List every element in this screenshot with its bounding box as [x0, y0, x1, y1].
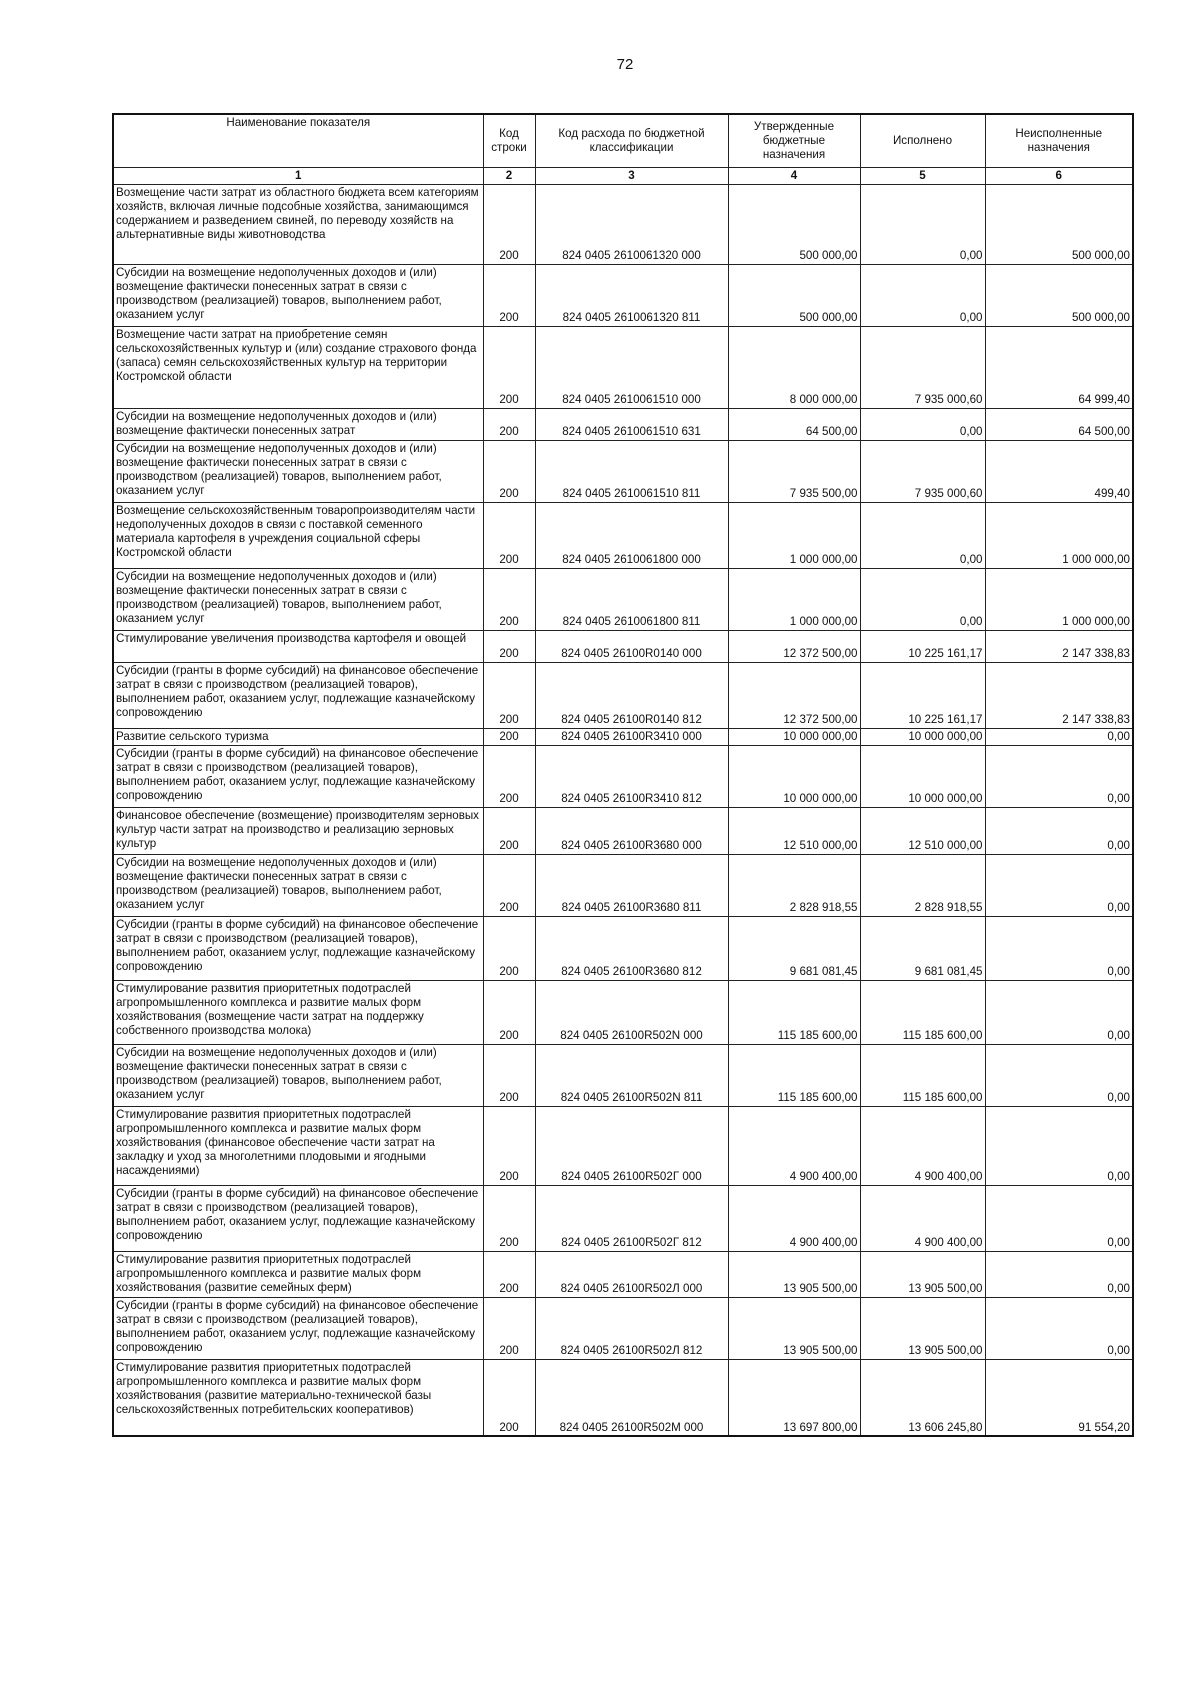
row-executed-amount: 0,00 [860, 569, 985, 631]
row-indicator-name: Стимулирование развития приоритетных подотраслей агропромышленного комплекса и развитие малых форм хозяйствования (развитие семейных ферм) [113, 1251, 483, 1297]
row-indicator-name: Возмещение части затрат на приобретение семян сельскохозяйственных культур и (или) создание страхового фонда (запаса) семян сельскохозяйственных культур на территории Костромской области [113, 327, 483, 409]
row-executed-amount: 13 606 245,80 [860, 1359, 985, 1436]
table-row [113, 569, 1133, 631]
row-unexecuted-amount: 0,00 [985, 1185, 1133, 1251]
row-executed-amount: 13 905 500,00 [860, 1251, 985, 1297]
row-unexecuted-amount: 0,00 [985, 980, 1133, 1044]
row-approved-amount: 1 000 000,00 [728, 569, 860, 631]
row-expense-code: 824 0405 2610061510 631 [535, 409, 728, 441]
row-executed-amount: 9 681 081,45 [860, 916, 985, 980]
row-expense-code: 824 0405 26100R502Г 812 [535, 1185, 728, 1251]
column-number: 3 [535, 168, 728, 185]
table-row [113, 185, 1133, 265]
column-number: 1 [113, 168, 483, 185]
row-expense-code: 824 0405 2610061800 000 [535, 503, 728, 569]
row-indicator-name: Субсидии (гранты в форме субсидий) на финансовое обеспечение затрат в связи с производством (реализацией товаров), выполнением работ, оказанием услуг, подлежащие казначейскому сопровождению [113, 916, 483, 980]
row-approved-amount: 12 510 000,00 [728, 807, 860, 854]
column-number: 6 [985, 168, 1133, 185]
row-line-code: 200 [483, 745, 535, 807]
row-approved-amount: 64 500,00 [728, 409, 860, 441]
row-expense-code: 824 0405 26100R502Л 812 [535, 1297, 728, 1359]
row-indicator-name: Возмещение сельскохозяйственным товаропроизводителям части недополученных доходов в связи с поставкой семенного материала картофеля в учреждения социальной сферы Костромской области [113, 503, 483, 569]
row-unexecuted-amount: 64 999,40 [985, 327, 1133, 409]
row-approved-amount: 12 372 500,00 [728, 663, 860, 729]
row-indicator-name: Субсидии на возмещение недополученных доходов и (или) возмещение фактически понесенных затрат в связи с производством (реализацией) товаров, выполнением работ, оказанием услуг [113, 854, 483, 916]
row-line-code: 200 [483, 854, 535, 916]
row-executed-amount: 7 935 000,60 [860, 441, 985, 503]
row-expense-code: 824 0405 26100R0140 000 [535, 631, 728, 663]
row-unexecuted-amount: 499,40 [985, 441, 1133, 503]
row-line-code: 200 [483, 916, 535, 980]
row-line-code: 200 [483, 1185, 535, 1251]
row-expense-code: 824 0405 2610061320 811 [535, 265, 728, 327]
row-indicator-name: Субсидии (гранты в форме субсидий) на финансовое обеспечение затрат в связи с производством (реализацией товаров), выполнением работ, оказанием услуг, подлежащие казначейскому сопровождению [113, 1185, 483, 1251]
row-line-code: 200 [483, 1297, 535, 1359]
table-row [113, 409, 1133, 441]
row-unexecuted-amount: 0,00 [985, 745, 1133, 807]
row-expense-code: 824 0405 26100R3410 812 [535, 745, 728, 807]
row-approved-amount: 13 905 500,00 [728, 1251, 860, 1297]
row-executed-amount: 0,00 [860, 409, 985, 441]
row-approved-amount: 1 000 000,00 [728, 503, 860, 569]
row-unexecuted-amount: 0,00 [985, 916, 1133, 980]
row-executed-amount: 12 510 000,00 [860, 807, 985, 854]
row-expense-code: 824 0405 2610061320 000 [535, 185, 728, 265]
row-approved-amount: 4 900 400,00 [728, 1106, 860, 1185]
row-unexecuted-amount: 64 500,00 [985, 409, 1133, 441]
row-unexecuted-amount: 0,00 [985, 1297, 1133, 1359]
row-indicator-name: Субсидии на возмещение недополученных доходов и (или) возмещение фактически понесенных затрат [113, 409, 483, 441]
row-approved-amount: 115 185 600,00 [728, 1044, 860, 1106]
row-approved-amount: 115 185 600,00 [728, 980, 860, 1044]
row-expense-code: 824 0405 26100R502Л 000 [535, 1251, 728, 1297]
row-indicator-name: Субсидии (гранты в форме субсидий) на финансовое обеспечение затрат в связи с производством (реализацией товаров), выполнением работ, оказанием услуг, подлежащие казначейскому сопровождению [113, 1297, 483, 1359]
row-indicator-name: Субсидии (гранты в форме субсидий) на финансовое обеспечение затрат в связи с производством (реализацией товаров), выполнением работ, оказанием услуг, подлежащие казначейскому сопровождению [113, 745, 483, 807]
table-row [113, 807, 1133, 854]
row-expense-code: 824 0405 26100R502N 000 [535, 980, 728, 1044]
row-expense-code: 824 0405 26100R502Г 000 [535, 1106, 728, 1185]
row-executed-amount: 0,00 [860, 265, 985, 327]
row-expense-code: 824 0405 26100R3680 812 [535, 916, 728, 980]
row-line-code: 200 [483, 1106, 535, 1185]
row-line-code: 200 [483, 631, 535, 663]
row-executed-amount: 13 905 500,00 [860, 1297, 985, 1359]
row-line-code: 200 [483, 663, 535, 729]
row-executed-amount: 115 185 600,00 [860, 980, 985, 1044]
row-executed-amount: 4 900 400,00 [860, 1106, 985, 1185]
header-approved: Утвержденные бюджетные назначения [728, 114, 860, 168]
row-approved-amount: 500 000,00 [728, 265, 860, 327]
row-executed-amount: 0,00 [860, 185, 985, 265]
row-line-code: 200 [483, 265, 535, 327]
table-row [113, 503, 1133, 569]
row-expense-code: 824 0405 2610061510 811 [535, 441, 728, 503]
table-row [113, 1106, 1133, 1185]
row-line-code: 200 [483, 1359, 535, 1436]
table-row [113, 1251, 1133, 1297]
row-unexecuted-amount: 0,00 [985, 729, 1133, 746]
header-unexecuted: Неисполненные назначения [985, 114, 1133, 168]
row-unexecuted-amount: 91 554,20 [985, 1359, 1133, 1436]
row-line-code: 200 [483, 327, 535, 409]
row-line-code: 200 [483, 1251, 535, 1297]
row-approved-amount: 10 000 000,00 [728, 729, 860, 746]
row-approved-amount: 13 905 500,00 [728, 1297, 860, 1359]
row-executed-amount: 2 828 918,55 [860, 854, 985, 916]
column-number: 2 [483, 168, 535, 185]
row-line-code: 200 [483, 729, 535, 746]
row-indicator-name: Возмещение части затрат из областного бюджета всем категориям хозяйств, включая личные подсобные хозяйства, занимающимся содержанием и разведением свиней, по переводу хозяйств на альтернативные виды животноводства [113, 185, 483, 265]
row-executed-amount: 4 900 400,00 [860, 1185, 985, 1251]
row-unexecuted-amount: 1 000 000,00 [985, 503, 1133, 569]
table-row [113, 854, 1133, 916]
row-indicator-name: Субсидии на возмещение недополученных доходов и (или) возмещение фактически понесенных затрат в связи с производством (реализацией) товаров, выполнением работ, оказанием услуг [113, 1044, 483, 1106]
row-approved-amount: 4 900 400,00 [728, 1185, 860, 1251]
row-line-code: 200 [483, 503, 535, 569]
table-row [113, 745, 1133, 807]
row-unexecuted-amount: 2 147 338,83 [985, 663, 1133, 729]
row-line-code: 200 [483, 980, 535, 1044]
row-expense-code: 824 0405 26100R0140 812 [535, 663, 728, 729]
row-indicator-name: Развитие сельского туризма [113, 729, 483, 746]
row-executed-amount: 10 225 161,17 [860, 663, 985, 729]
table-row [113, 631, 1133, 663]
table-body [113, 185, 1133, 1437]
row-indicator-name: Субсидии на возмещение недополученных доходов и (или) возмещение фактически понесенных затрат в связи с производством (реализацией) товаров, выполнением работ, оказанием услуг [113, 265, 483, 327]
row-indicator-name: Субсидии на возмещение недополученных доходов и (или) возмещение фактически понесенных затрат в связи с производством (реализацией) товаров, выполнением работ, оказанием услуг [113, 441, 483, 503]
row-approved-amount: 2 828 918,55 [728, 854, 860, 916]
row-indicator-name: Субсидии на возмещение недополученных доходов и (или) возмещение фактически понесенных затрат в связи с производством (реализацией) товаров, выполнением работ, оказанием услуг [113, 569, 483, 631]
header-executed: Исполнено [860, 114, 985, 168]
row-unexecuted-amount: 0,00 [985, 807, 1133, 854]
row-line-code: 200 [483, 569, 535, 631]
row-expense-code: 824 0405 26100R502N 811 [535, 1044, 728, 1106]
row-indicator-name: Стимулирование увеличения производства картофеля и овощей [113, 631, 483, 663]
table-row [113, 327, 1133, 409]
table-row [113, 663, 1133, 729]
table-row [113, 265, 1133, 327]
row-unexecuted-amount: 500 000,00 [985, 265, 1133, 327]
table-row [113, 1044, 1133, 1106]
row-executed-amount: 7 935 000,60 [860, 327, 985, 409]
table-row [113, 441, 1133, 503]
row-unexecuted-amount: 0,00 [985, 1106, 1133, 1185]
row-approved-amount: 500 000,00 [728, 185, 860, 265]
column-numbers-row [113, 168, 1133, 185]
table-row [113, 1185, 1133, 1251]
row-indicator-name: Субсидии (гранты в форме субсидий) на финансовое обеспечение затрат в связи с производством (реализацией товаров), выполнением работ, оказанием услуг, подлежащие казначейскому сопровождению [113, 663, 483, 729]
row-indicator-name: Стимулирование развития приоритетных подотраслей агропромышленного комплекса и развитие малых форм хозяйствования (развитие материально-технической базы сельскохозяйственных потребительских кооперативов) [113, 1359, 483, 1436]
header-indicator-name: Наименование показателя [113, 114, 483, 168]
row-line-code: 200 [483, 807, 535, 854]
row-executed-amount: 115 185 600,00 [860, 1044, 985, 1106]
table-header-row [113, 114, 1133, 168]
row-approved-amount: 13 697 800,00 [728, 1359, 860, 1436]
row-unexecuted-amount: 1 000 000,00 [985, 569, 1133, 631]
row-unexecuted-amount: 2 147 338,83 [985, 631, 1133, 663]
row-approved-amount: 8 000 000,00 [728, 327, 860, 409]
row-line-code: 200 [483, 185, 535, 265]
row-expense-code: 824 0405 2610061510 000 [535, 327, 728, 409]
row-unexecuted-amount: 0,00 [985, 854, 1133, 916]
header-expense-code: Код расхода по бюджетной классификации [535, 114, 728, 168]
row-approved-amount: 7 935 500,00 [728, 441, 860, 503]
row-line-code: 200 [483, 1044, 535, 1106]
row-executed-amount: 10 000 000,00 [860, 745, 985, 807]
row-expense-code: 824 0405 26100R3680 811 [535, 854, 728, 916]
row-expense-code: 824 0405 26100R502M 000 [535, 1359, 728, 1436]
row-unexecuted-amount: 500 000,00 [985, 185, 1133, 265]
header-line-code: Код строки [483, 114, 535, 168]
table-row [113, 729, 1133, 746]
row-expense-code: 824 0405 26100R3680 000 [535, 807, 728, 854]
page-number: 72 [616, 56, 634, 73]
table-row [113, 980, 1133, 1044]
row-expense-code: 824 0405 2610061800 811 [535, 569, 728, 631]
row-approved-amount: 10 000 000,00 [728, 745, 860, 807]
budget-execution-table [112, 113, 1134, 1437]
column-number: 4 [728, 168, 860, 185]
row-indicator-name: Стимулирование развития приоритетных подотраслей агропромышленного комплекса и развитие малых форм хозяйствования (финансовое обеспечение части затрат на закладку и уход за многолетними плодовыми и ягодными насаждениями) [113, 1106, 483, 1185]
column-number: 5 [860, 168, 985, 185]
row-executed-amount: 10 000 000,00 [860, 729, 985, 746]
row-executed-amount: 10 225 161,17 [860, 631, 985, 663]
row-approved-amount: 9 681 081,45 [728, 916, 860, 980]
row-expense-code: 824 0405 26100R3410 000 [535, 729, 728, 746]
row-indicator-name: Финансовое обеспечение (возмещение) производителям зерновых культур части затрат на производство и реализацию зерновых культур [113, 807, 483, 854]
row-line-code: 200 [483, 441, 535, 503]
table-row [113, 1359, 1133, 1436]
table-row [113, 916, 1133, 980]
table-row [113, 1297, 1133, 1359]
row-indicator-name: Стимулирование развития приоритетных подотраслей агропромышленного комплекса и развитие малых форм хозяйствования (возмещение части затрат на поддержку собственного производства молока) [113, 980, 483, 1044]
row-unexecuted-amount: 0,00 [985, 1251, 1133, 1297]
row-executed-amount: 0,00 [860, 503, 985, 569]
row-line-code: 200 [483, 409, 535, 441]
row-approved-amount: 12 372 500,00 [728, 631, 860, 663]
row-unexecuted-amount: 0,00 [985, 1044, 1133, 1106]
